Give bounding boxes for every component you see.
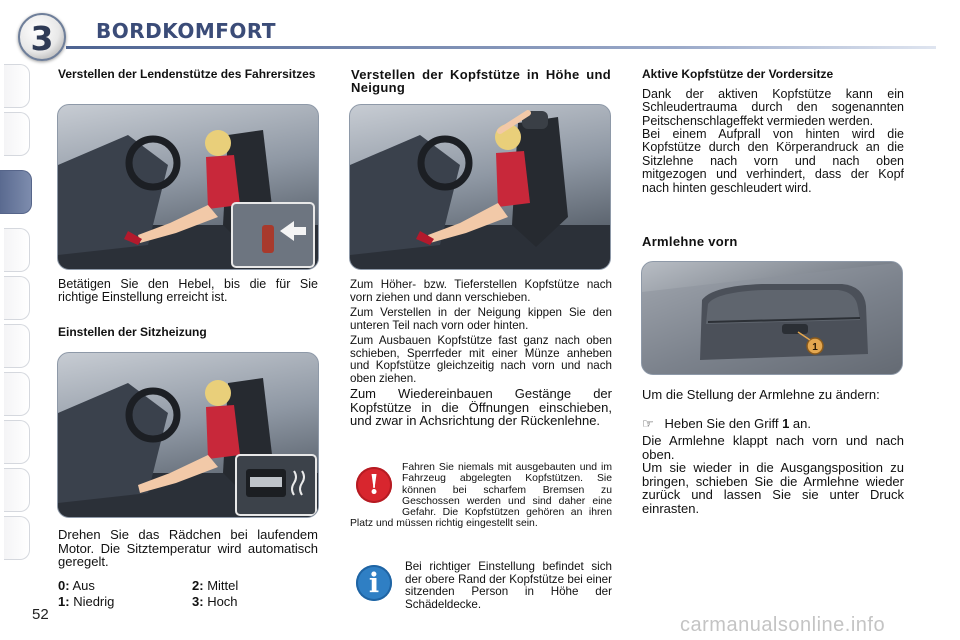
chapter-tab-4[interactable]	[4, 228, 30, 272]
active-headrest-text-2: Bei einem Aufprall von hinten wird die Kopfstütze durch den Körperandruck an die Sitzlehne nach vorn und nach oben mitgezogen und verhindert, dass der Kopf nach hinten geschleudert wird.	[642, 127, 904, 195]
chapter-tab-2[interactable]	[4, 112, 30, 156]
header-rule	[66, 46, 936, 49]
heating-level-0	[58, 578, 95, 593]
chapter-tab-10[interactable]	[4, 516, 30, 560]
active-headrest-heading: Aktive Kopfstütze der Vordersitze	[642, 67, 834, 81]
chapter-tab-8[interactable]	[4, 420, 30, 464]
headrest-adjust-figure	[349, 104, 611, 270]
seat-heating-figure	[57, 352, 319, 518]
lumbar-support-figure	[57, 104, 319, 270]
armrest-step-end: an.	[789, 416, 811, 431]
armrest-text-2: Die Armlehne klappt nach vorn und nach oben.	[642, 433, 904, 462]
heating-level-1	[58, 594, 114, 609]
chapter-tab-3-active[interactable]	[0, 170, 32, 214]
headrest-text-1: Zum Höher- bzw. Tieferstellen Kopfstütze nach vorn ziehen und dann verschieben.	[350, 278, 612, 304]
heating-text: Drehen Sie das Rädchen bei laufendem Motor. Die Sitztemperatur wird automatisch geregelt.	[58, 527, 318, 570]
chapter-tab-1[interactable]	[4, 64, 30, 108]
heating-heading: Einstellen der Sitzheizung	[58, 325, 207, 339]
lumbar-heading: Verstellen der Lendenstütze des Fahrersitzes	[58, 67, 316, 81]
heating-level-2-label: Mittel	[207, 578, 239, 593]
watermark: carmanualsonline.info	[680, 614, 886, 636]
armrest-step-text: Heben Sie den Griff	[664, 416, 779, 431]
heating-level-0-key: 0:	[58, 578, 70, 593]
page-number: 52	[32, 606, 49, 623]
heating-level-3-label: Hoch	[207, 594, 238, 609]
heating-level-3-key: 3:	[192, 594, 204, 609]
active-headrest-text-1: Dank der aktiven Kopfstütze kann ein Schleudertrauma durch den sogenannten Peitschenschlageffekt vermieden werden.	[642, 87, 904, 128]
lumbar-text: Betätigen Sie den Hebel, bis die für Sie richtige Einstellung erreicht ist.	[58, 277, 318, 305]
chapter-tab-strip	[0, 64, 34, 576]
heating-level-2	[192, 578, 238, 593]
heating-level-1-key: 1:	[58, 594, 70, 609]
heating-level-2-key: 2:	[192, 578, 204, 593]
headrest-text-4: Zum Wiedereinbauen Gestänge der Kopfstütze in die Öffnungen einschieben, und zwar in Achsrichtung der Rückenlehne.	[350, 386, 612, 429]
armrest-text-1: Um die Stellung der Armlehne zu ändern:	[642, 387, 880, 402]
header-bar	[56, 18, 936, 48]
warning-text-content: Fahren Sie niemals mit ausgebauten und im Fahrzeug abgelegten Kopfstützen. Sie können bei scharfem Bremsen zu Geschossen werden und sind daher eine Gefahr. Die Kopfstützen gehören an ihren Platz und müssen richtig eingestellt sein.	[350, 462, 612, 530]
page-title: BORDKOMFORT	[96, 19, 277, 43]
armrest-text-3: Um sie wieder in die Ausgangsposition zu bringen, schieben Sie die Armlehne wieder zurück und lassen Sie sie unter Druck einrasten.	[642, 460, 904, 516]
heating-level-1-label: Niedrig	[73, 594, 115, 609]
chapter-tab-5[interactable]	[4, 276, 30, 320]
armrest-figure	[641, 261, 903, 375]
chapter-tab-6[interactable]	[4, 324, 30, 368]
headrest-text-2: Zum Verstellen in der Neigung kippen Sie den unteren Teil nach vorn oder hinten.	[350, 306, 612, 332]
headrest-heading: Verstellen der Kopfstütze in Höhe und Neigung	[351, 67, 611, 95]
info-glyph: i	[368, 568, 380, 599]
armrest-step	[642, 417, 904, 431]
heating-level-3	[192, 594, 238, 609]
armrest-callout-1: 1	[812, 342, 818, 353]
armrest-heading: Armlehne vorn	[642, 234, 738, 249]
warning-icon-gap	[350, 462, 402, 512]
chapter-tab-9[interactable]	[4, 468, 30, 512]
armrest-step-number: 1	[782, 416, 790, 431]
chapter-tab-7[interactable]	[4, 372, 30, 416]
info-text: Bei richtiger Einstellung befindet sich der obere Rand der Kopfstütze bei einer sitzenden Person in Höhe der Schädeldecke.	[405, 560, 612, 611]
exclamation-glyph: !	[368, 470, 380, 501]
headrest-text-3: Zum Ausbauen Kopfstütze fast ganz nach oben schieben, Sperrfeder mit einer Münze anheben und Kopfstütze gleichzeitig nach vorn und nach oben ziehen.	[350, 334, 612, 385]
chapter-number: 3	[30, 19, 54, 58]
info-icon	[356, 565, 392, 601]
heating-level-0-label: Aus	[72, 578, 95, 593]
pointing-hand-icon: ☞	[642, 416, 654, 431]
warning-text	[350, 462, 612, 530]
